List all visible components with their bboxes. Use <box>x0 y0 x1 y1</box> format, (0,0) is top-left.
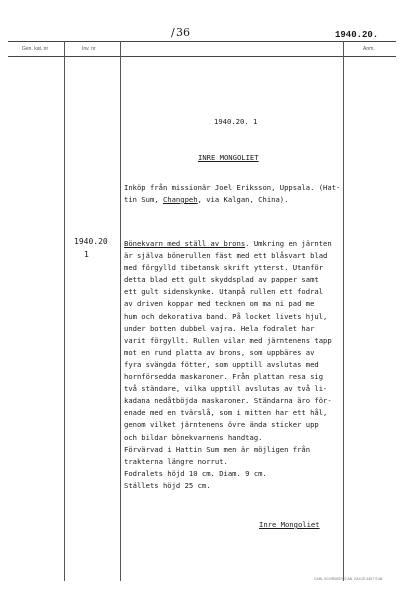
description-line: ett gult sidenskynke. Utanpå rullen ett fodral <box>124 287 324 297</box>
header-bottom-rule <box>8 56 396 57</box>
description-line: med förgylld tibetansk skrift ytterst. Utanför <box>124 263 324 273</box>
column-divider-1 <box>64 41 65 581</box>
catalog-title: 1940.20. 1 <box>214 117 258 126</box>
header-date: 1940.20. <box>335 30 379 40</box>
column-divider-2 <box>120 41 121 581</box>
acquisition-line-2 <box>124 195 288 204</box>
description-line: Ställets höjd 25 cm. <box>124 480 211 490</box>
description-line: och bildar bönekvarnens handtag. <box>124 432 263 442</box>
inv-item: 1 <box>84 250 89 259</box>
description-line: detta blad ett gult skyddsplad av papper samt <box>124 275 319 285</box>
column-divider-3 <box>343 41 344 581</box>
acquisition-line-1: Inköp från missionär Joel Eriksson, Uppsala. (Hat- <box>124 183 341 192</box>
column-header-anm: Anm. <box>363 46 375 52</box>
description-first-rest: . Umkring en järnten <box>245 239 332 248</box>
signature-region: Inre Mongoliet <box>259 520 320 529</box>
inv-number: 1940.20 <box>74 237 108 246</box>
column-header-inv: Inv. nr <box>82 46 96 52</box>
page-number: 36 <box>176 26 190 39</box>
description-line: under botten dubbel vajra. Hela fodralet har <box>124 323 315 333</box>
description-line: fyra svängda fötter, som upptill avslutas med <box>124 359 319 369</box>
description-line: mot en rund platta av brons, som uppbäres av <box>124 347 315 357</box>
acquisition-place: Changpeh <box>162 195 198 204</box>
description-line: hornförsedda maskaroner. Från plattan resa sig <box>124 372 324 381</box>
description-line: trakterna längre norrut. <box>124 456 228 466</box>
acquisition-text-a: tin Sum, <box>124 195 163 204</box>
description-line: varit förgyllt. Rullen vilar med järntenens tapp <box>124 335 332 345</box>
header-top-rule <box>8 41 396 42</box>
description-line: är själva bönerullen fäst med ett blåsvart blad <box>124 251 328 260</box>
description-first-line <box>124 239 332 248</box>
description-line: Förvärvad i Hattin Sum men är möjligen från <box>124 444 311 454</box>
description-line: Fodralets höjd 10 cm. Diam. 9 cm. <box>124 468 267 478</box>
page-slash-mark: / <box>171 26 175 39</box>
acquisition-text-b: , via Kalgan, China). <box>197 195 289 204</box>
printer-footer: CARL SCHRØDERS AB, VÄXJÖ 4407 S 68 <box>314 577 383 581</box>
region-heading: INRE MONGOLIET <box>198 153 259 162</box>
description-line: enade med en tvärslå, som i mitten har ett hål, <box>124 408 328 418</box>
object-name: Bönekvarn med ställ av brons <box>124 239 246 248</box>
column-header-gen-kat: Gen. kat. nr <box>22 46 49 52</box>
description-line: av driven koppar med tecknen om ma ni pad me <box>124 299 315 309</box>
description-line: hum och dekorativa band. På locket livets hjul, <box>124 311 328 321</box>
description-line: genom vilket järntenens övre ända sticker upp <box>124 420 319 430</box>
description-line: kadana nedåtböjda maskaroner. Ständarna äro för- <box>124 396 332 406</box>
description-line: två ständare, vilka upptill avslutas av två li- <box>124 384 328 394</box>
